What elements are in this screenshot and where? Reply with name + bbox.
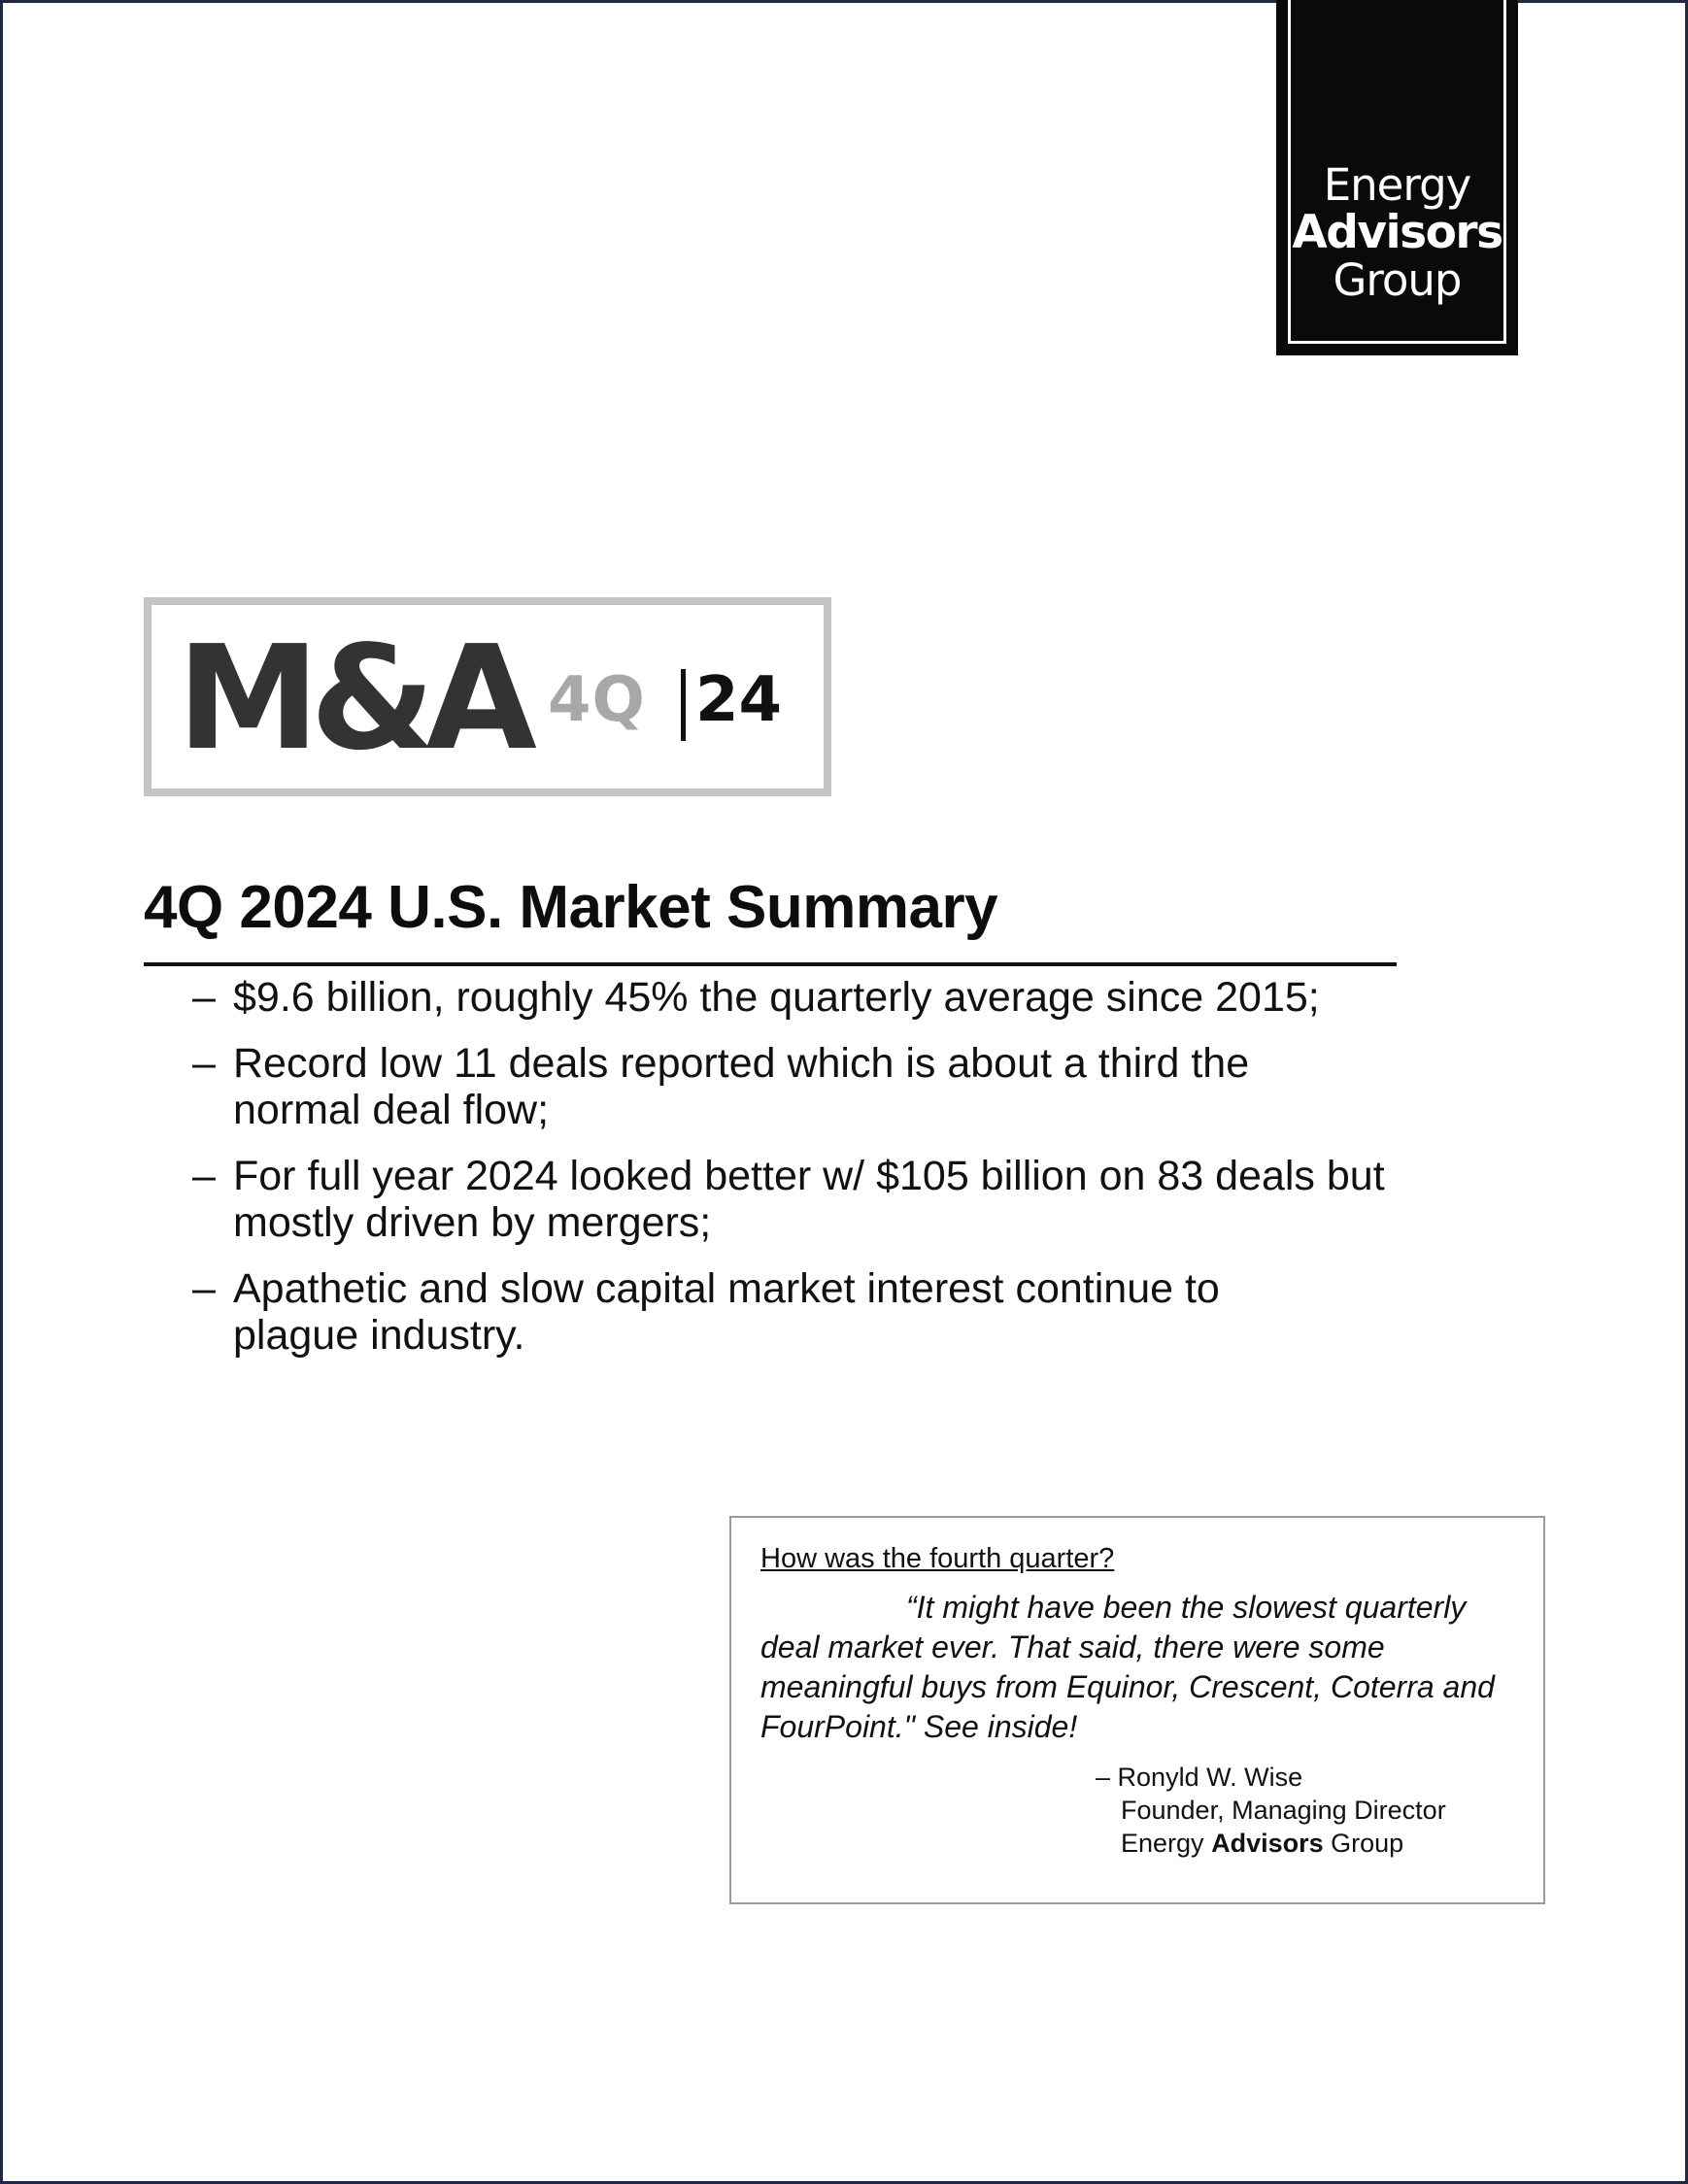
list-item-text: $9.6 billion, roughly 45% the quarterly average since 2015;: [233, 974, 1320, 1021]
attribution-title: Founder, Managing Director: [1121, 1796, 1446, 1825]
attribution-dash: –: [1096, 1763, 1111, 1792]
list-item: [192, 1153, 1455, 1246]
dash-bullet-icon: –: [192, 974, 216, 1021]
attribution-company-suffix: Group: [1331, 1829, 1404, 1858]
page-title: 4Q 2024 U.S. Market Summary: [144, 874, 998, 941]
list-item-text: For full year 2024 looked better w/ $105 billion on 83 deals but mostly driven by mergers;: [233, 1153, 1385, 1246]
heading-divider: [144, 962, 1397, 966]
quote-attribution: [1096, 1761, 1446, 1860]
list-item: [192, 974, 1455, 1021]
quote-question: How was the fourth quarter?: [760, 1543, 1115, 1574]
attribution-name-line: [1096, 1761, 1446, 1794]
company-logo: [1276, 0, 1518, 355]
logo-line-energy: Energy: [1323, 159, 1471, 211]
quote-text: “It might have been the slowest quarterly deal market ever. That said, there were some meaningful buys from Equinor, Crescent, Coterra and FourPoint." See inside!: [760, 1590, 1495, 1744]
ma-badge: [144, 597, 831, 796]
logo-line-advisors: Advisors: [1292, 206, 1502, 259]
dash-bullet-icon: –: [192, 1040, 216, 1087]
dash-bullet-icon: –: [192, 1153, 216, 1199]
quote-box: [729, 1516, 1545, 1904]
ma-badge-year: 24: [695, 664, 783, 736]
list-item-text: Record low 11 deals reported which is about a third the normal deal flow;: [233, 1040, 1250, 1133]
attribution-name: Ronyld W. Wise: [1117, 1763, 1303, 1792]
logo-frame: [1288, 0, 1506, 344]
list-item: [192, 1265, 1455, 1359]
logo-line-group: Group: [1333, 254, 1462, 306]
attribution-company-prefix: Energy: [1121, 1829, 1204, 1858]
ma-badge-divider: [681, 669, 686, 741]
ma-badge-title: M&A: [177, 615, 527, 782]
list-item-text: Apathetic and slow capital market interest continue to plague industry.: [233, 1265, 1220, 1359]
summary-list: [192, 974, 1455, 1378]
attribution-company: [1096, 1827, 1446, 1860]
ma-badge-quarter: 4Q: [548, 664, 646, 736]
list-item: [192, 1040, 1455, 1133]
logo-text: [1291, 161, 1503, 304]
attribution-company-bold: Advisors: [1211, 1829, 1324, 1858]
dash-bullet-icon: –: [192, 1265, 216, 1312]
